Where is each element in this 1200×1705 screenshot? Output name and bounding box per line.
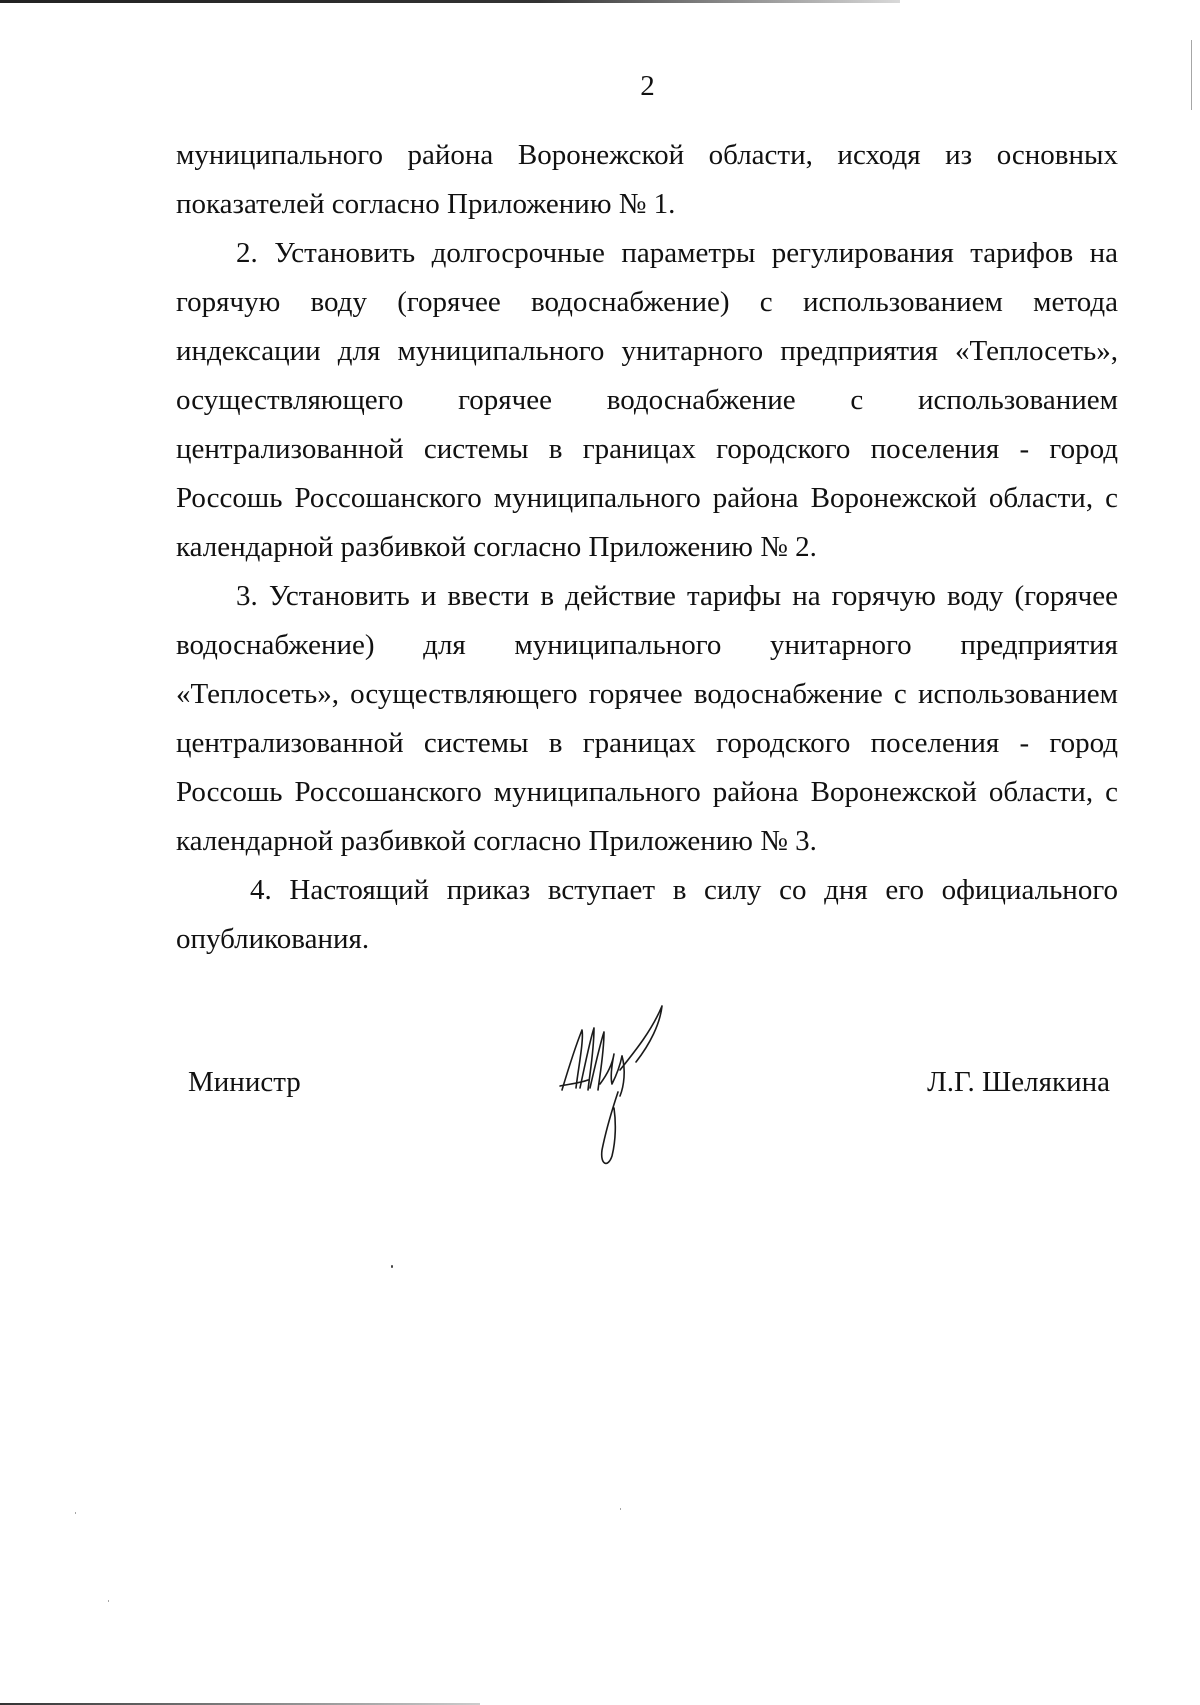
signatory-name: Л.Г. Шелякина — [927, 1066, 1110, 1098]
page-number: 2 — [640, 70, 655, 102]
document-body — [176, 131, 1118, 964]
scan-speck — [75, 1512, 76, 1514]
paragraph-continuation: муниципального района Воронежской области, исходя из основных показателей согласно Приложению № 1. — [176, 139, 1118, 220]
signatory-title: Министр — [188, 1066, 301, 1098]
paragraph-3: 3. Установить и ввести в действие тарифы на горячую воду (горячее водоснабжение) для муниципального унитарного предприятия «Теплосеть», осуществляющего горячее водоснабжение с использованием централизованной системы в границах городского поселения - город Россошь Россошанского муниципального района Воронежской области, с календарной разбивкой согласно Приложению № 3. — [176, 580, 1118, 857]
scan-speck — [391, 1265, 393, 1268]
handwritten-signature — [556, 1000, 676, 1180]
scan-speck — [108, 1600, 109, 1602]
scan-speck — [620, 1508, 621, 1510]
signature-block — [176, 1000, 1118, 1180]
paragraph-4: 4. Настоящий приказ вступает в силу со дня его официального опубликования. — [176, 874, 1118, 955]
scan-edge-top — [0, 0, 900, 3]
paragraph-2: 2. Установить долгосрочные параметры регулирования тарифов на горячую воду (горячее водоснабжение) с использованием метода индексации для муниципального унитарного предприятия «Теплосеть», осуществляющего горячее водоснабжение с использованием централизованной системы в границах городского поселения - город Россошь Россошанского муниципального района Воронежской области, с календарной разбивкой согласно Приложению № 2. — [176, 237, 1118, 563]
